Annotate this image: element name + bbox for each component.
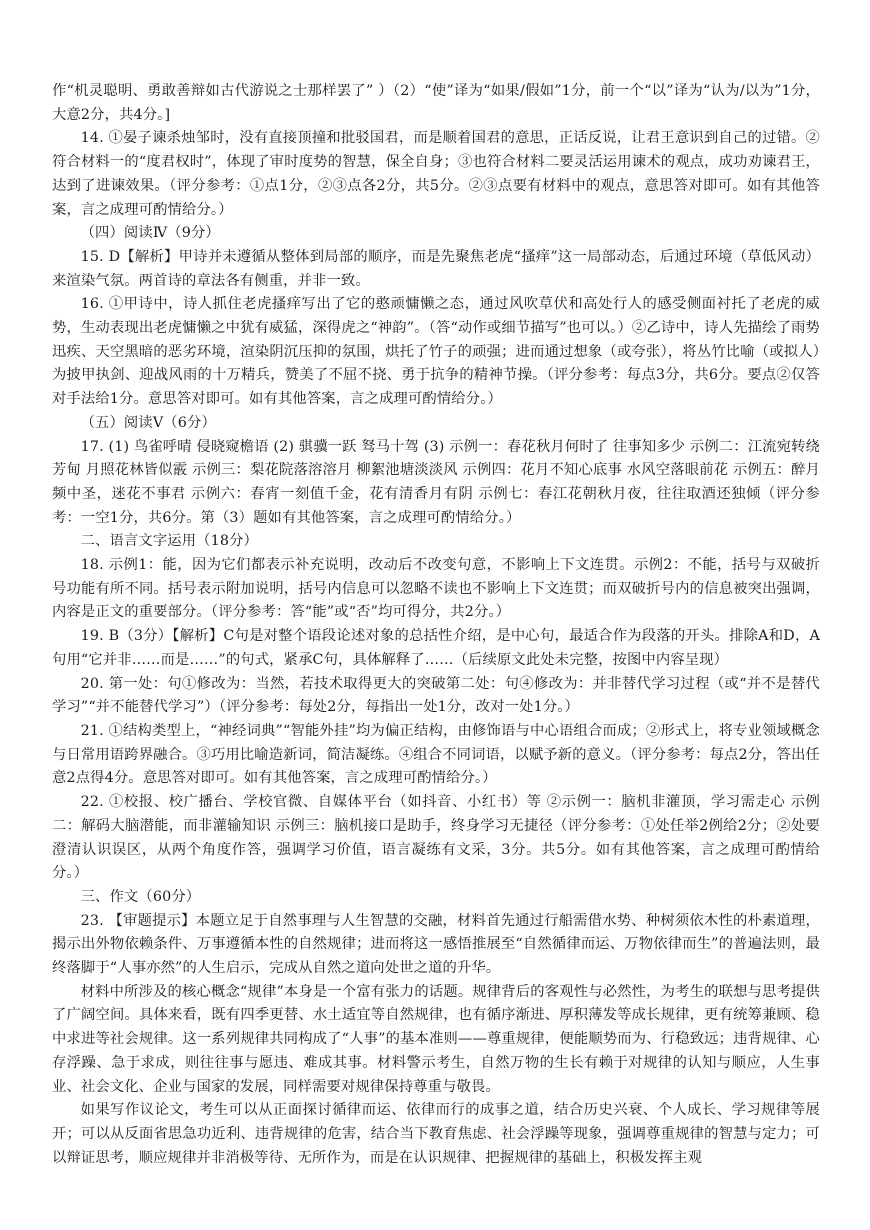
answer-17: 17. (1) 鸟雀呼晴 侵晓窥檐语 (2) 骐骥一跃 驽马十驾 (3) 示例一：春花秋月何时了 往事知多少 示例二：江流宛转绕芳甸 月照花林皆似霰 示例三：梨花院落溶溶月 柳絮池塘淡淡风 示例四：花月不知心底事 水风空落眼前花 示例五：醉月频中圣，迷花不事君 示例六：春宵一刻值千金，花有清香月有阴 示例七：春江花朝秋月夜，往往取酒还独倾（评分参考：一空1分，共6分。第（3）题如有其他答案，言之成理可酌情给分。）: [52, 438, 820, 526]
answer-16: 16. ①甲诗中，诗人抓住老虎搔痒写出了它的憨顽慵懒之态，通过风吹草伏和高处行人的感受侧面衬托了老虎的威势，生动表现出老虎慵懒之中犹有威猛，深得虎之“神韵”。（答“动作或细节描写”也可以。）②乙诗中，诗人先描绘了雨势迅疾、天空黑暗的恶劣环境，渲染阴沉压抑的氛围，烘托了竹子的顽强；进而通过想象（或夸张），将丛竹比喻（或拟人）为披甲执剑、迎战风雨的十万精兵，赞美了不屈不挠、勇于抗争的精神节操。（评分参考：每点3分，共6分。要点②仅答对手法给1分。意思答对即可。如有其他答案，言之成理可酌情给分。）: [52, 296, 820, 408]
section-heading-reading-4: （四）阅读Ⅳ（9分）: [80, 225, 220, 242]
answer-23-hint: 23. 【审题提示】本题立足于自然事理与人生智慧的交融，材料首先通过行船需借水势、种树须依木性的朴素道理，揭示出外物依赖条件、万事遵循本性的自然规律；进而将这一感悟推展至“自然循律而运、万物依律而生”的普遍法则，最终落脚于“人事亦然”的人生启示，完成从自然之道向处世之道的升华。: [52, 912, 820, 977]
section-heading-reading-5: （五）阅读Ⅴ（6分）: [80, 414, 216, 431]
answer-22: 22. ①校报、校广播台、学校官微、自媒体平台（如抖音、小红书）等 ②示例一：脑机非灌顶，学习需走心 示例二：解码大脑潜能，而非灌输知识 示例三：脑机接口是助手，终身学习无捷径（评分参考：①处任举2例给2分；②处要澄清认识误区，从两个角度作答，强调学习价值，语言凝练有文采，3分。共5分。如有其他答案，言之成理可酌情给分。）: [52, 794, 820, 882]
answer-23-argument: 如果写作议论文，考生可以从正面探讨循律而运、依律而行的成事之道，结合历史兴衰、个人成长、学习规律等展开；可以从反面省思急功近利、违背规律的危害，结合当下教育焦虑、社会浮躁等现象，强调尊重规律的智慧与定力；可以辩证思考，顺应规律并非消极等待、无所作为，而是在认识规律、把握规律的基础上，积极发挥主观: [52, 1102, 820, 1166]
answer-15: 15. D【解析】甲诗并未遵循从整体到局部的顺序，而是先聚焦老虎“搔痒”这一局部动态，后通过环境（草低风动）来渲染气氛。两首诗的章法各有侧重，并非一致。: [52, 248, 820, 289]
answer-20: 20. 第一处：句①修改为：当然，若技术取得更大的突破第二处：句④修改为：并非替代学习过程（或“并不是替代学习”“并不能替代学习”）（评分参考：每处2分，每指出一处1分，改对一处1分。）: [52, 675, 820, 716]
section-heading-composition: 三、作文（60分）: [80, 888, 201, 905]
answer-14: 14. ①晏子谏杀烛邹时，没有直接顶撞和批驳国君，而是顺着国君的意思，正话反说，让君王意识到自己的过错。②符合材料一的“度君权时”，体现了审时度势的智慧，保全自身；③也符合材料二要灵活运用谏术的观点，成功劝谏君王，达到了进谏效果。（评分参考：①点1分，②③点各2分，共5分。②③点要有材料中的观点，意思答对即可。如有其他答案，言之成理可酌情给分。）: [52, 130, 820, 218]
answer-key-page: [52, 80, 820, 1170]
section-heading-language-use: 二、语言文字运用（18分）: [80, 533, 259, 550]
answer-21: 21. ①结构类型上，“神经词典”“智能外挂”均为偏正结构，由修饰语与中心语组合而成；②形式上，将专业领域概念与日常用语跨界融合。③巧用比喻造新词，简洁凝练。④组合不同词语，以赋予新的意义。（评分参考：每点2分，答出任意2点得4分。意思答对即可。如有其他答案，言之成理可酌情给分。）: [52, 722, 820, 787]
continuation-paragraph: 作“机灵聪明、勇敢善辩如古代游说之士那样罢了” ）（2）“使”译为“如果/假如”1分，前一个“以”译为“认为/以为”1分，大意2分，共4分。]: [52, 83, 820, 123]
answer-23-concept: 材料中所涉及的核心概念“规律”本身是一个富有张力的话题。规律背后的客观性与必然性，为考生的联想与思考提供了广阔空间。具体来看，既有四季更替、水土适宜等自然规律，也有循序渐进、厚积薄发等成长规律，更有统筹兼顾、稳中求进等社会规律。这一系列规律共同构成了“人事”的基本准则——尊重规律，便能顺势而为、行稳致远；违背规律、心存浮躁、急于求成，则往往事与愿违、难成其事。材料警示考生，自然万物的生长有赖于对规律的认知与顺应，人生事业、社会文化、企业与国家的发展，同样需要对规律保持尊重与敬畏。: [52, 983, 820, 1095]
answer-18: 18. 示例1：能，因为它们都表示补充说明，改动后不改变句意，不影响上下文连贯。示例2：不能，括号与双破折号功能有所不同。括号表示附加说明，括号内信息可以忽略不读也不影响上下文连贯；而双破折号内的信息被突出强调，内容是正文的重要部分。（评分参考：答“能”或“否”均可得分，共2分。）: [52, 557, 820, 621]
answer-19: 19. B（3分）【解析】C句是对整个语段论述对象的总括性介绍，是中心句，最适合作为段落的开头。排除A和D，A句用“它并非……而是……”的句式，紧承C句，具体解释了……（后续原文此处未完整，按图中内容呈现）: [52, 628, 820, 668]
